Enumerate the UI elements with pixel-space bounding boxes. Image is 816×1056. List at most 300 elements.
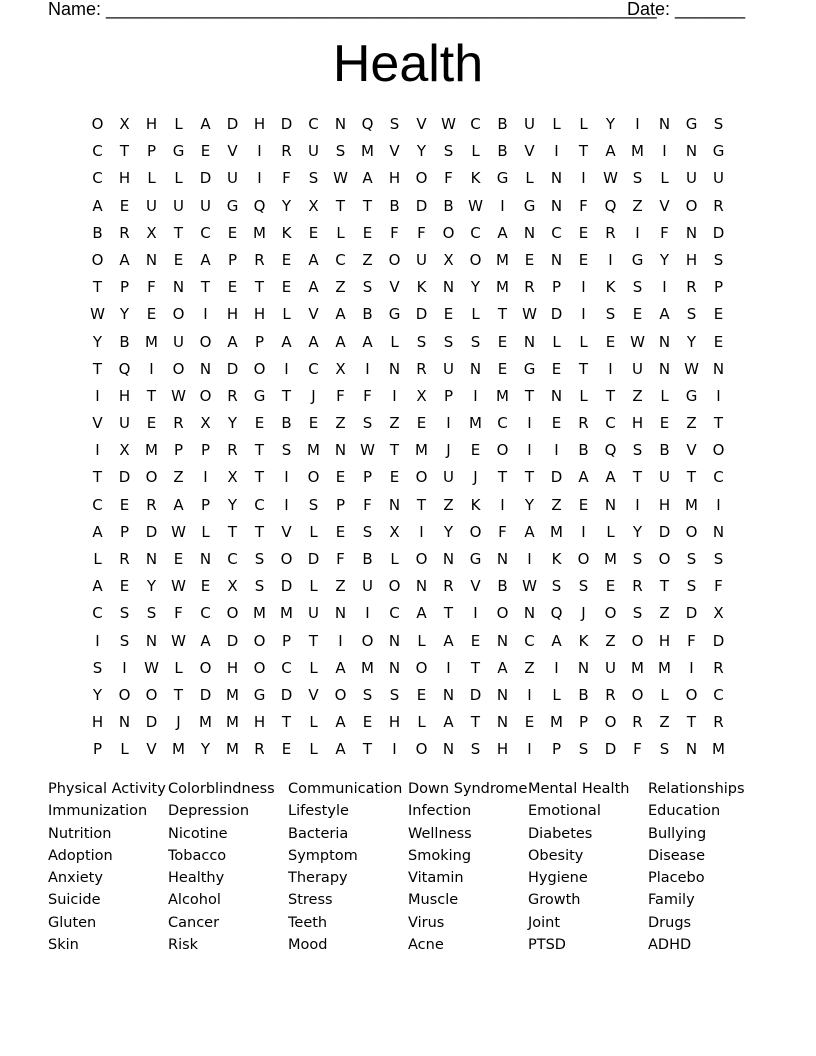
grid-letter: A bbox=[227, 332, 238, 351]
grid-letter: I bbox=[284, 468, 289, 487]
grid-letter: A bbox=[362, 332, 373, 351]
grid-letter: N bbox=[550, 386, 563, 405]
grid-letter: B bbox=[362, 550, 373, 568]
grid-letter: L bbox=[174, 169, 183, 188]
grid-letter: E bbox=[146, 305, 157, 324]
grid-letter: I bbox=[284, 359, 289, 378]
grid-letter: H bbox=[91, 713, 104, 732]
grid-letter: T bbox=[605, 386, 616, 405]
grid-letter: A bbox=[605, 468, 616, 487]
grid-letter: Y bbox=[416, 142, 427, 161]
grid-letter: N bbox=[388, 495, 401, 514]
grid-letter: L bbox=[579, 115, 588, 133]
grid-letter: E bbox=[200, 577, 211, 596]
grid-letter: X bbox=[713, 604, 724, 623]
grid-letter: W bbox=[522, 577, 537, 596]
word-list-item: Therapy bbox=[288, 870, 348, 887]
grid-letter: S bbox=[686, 550, 697, 568]
grid-letter: V bbox=[146, 740, 157, 759]
grid-letter: N bbox=[577, 658, 590, 677]
grid-letter: P bbox=[578, 713, 589, 732]
grid-letter: L bbox=[390, 550, 399, 568]
grid-letter: T bbox=[227, 522, 238, 541]
grid-letter: E bbox=[443, 305, 454, 324]
grid-letter: S bbox=[443, 332, 454, 351]
grid-letter: P bbox=[713, 278, 724, 297]
grid-letter: F bbox=[444, 169, 453, 188]
grid-letter: I bbox=[581, 169, 586, 188]
grid-letter: Y bbox=[524, 495, 535, 514]
grid-letter: M bbox=[631, 658, 644, 677]
grid-letter: I bbox=[662, 142, 667, 161]
grid-letter: E bbox=[416, 685, 427, 704]
grid-letter: E bbox=[578, 495, 589, 514]
grid-letter: A bbox=[281, 332, 292, 351]
word-list-item: Cancer bbox=[168, 914, 220, 931]
grid-letter: P bbox=[362, 468, 373, 487]
grid-letter: O bbox=[685, 685, 698, 704]
grid-letter: I bbox=[581, 278, 586, 297]
grid-letter: G bbox=[172, 142, 185, 161]
grid-letter: M bbox=[280, 604, 293, 623]
grid-letter: R bbox=[686, 278, 697, 297]
grid-letter: O bbox=[415, 658, 428, 677]
grid-letter: O bbox=[388, 250, 401, 269]
grid-letter: O bbox=[712, 441, 725, 460]
grid-letter: C bbox=[200, 604, 211, 623]
grid-letter: R bbox=[119, 550, 130, 568]
grid-letter: L bbox=[552, 685, 561, 704]
grid-letter: T bbox=[632, 468, 643, 487]
grid-letter: E bbox=[200, 142, 211, 161]
word-list-item: Depression bbox=[168, 803, 250, 820]
grid-letter: H bbox=[226, 305, 239, 324]
grid-letter: A bbox=[308, 332, 319, 351]
grid-letter: N bbox=[388, 359, 401, 378]
grid-letter: O bbox=[685, 522, 698, 541]
grid-letter: S bbox=[686, 577, 697, 596]
grid-letter: P bbox=[443, 386, 454, 405]
grid-letter: S bbox=[362, 414, 373, 433]
grid-letter: K bbox=[578, 631, 589, 650]
grid-letter: I bbox=[554, 441, 559, 460]
grid-letter: N bbox=[712, 359, 725, 378]
grid-letter: D bbox=[226, 359, 239, 378]
grid-letter: X bbox=[119, 115, 130, 133]
grid-letter: U bbox=[146, 196, 157, 215]
grid-letter: C bbox=[200, 223, 211, 242]
word-list-item: Muscle bbox=[408, 892, 459, 909]
grid-letter: C bbox=[713, 685, 724, 704]
grid-letter: M bbox=[199, 713, 212, 732]
grid-letter: U bbox=[119, 414, 130, 433]
grid-letter: E bbox=[551, 414, 562, 433]
grid-letter: G bbox=[388, 305, 401, 324]
grid-letter: T bbox=[281, 386, 292, 405]
grid-letter: C bbox=[254, 495, 265, 514]
grid-letter: F bbox=[714, 577, 723, 596]
grid-letter: W bbox=[333, 169, 348, 188]
grid-letter: A bbox=[497, 223, 508, 242]
grid-letter: E bbox=[470, 631, 481, 650]
grid-letter: W bbox=[171, 631, 186, 650]
grid-letter: S bbox=[713, 115, 724, 133]
grid-letter: E bbox=[416, 414, 427, 433]
grid-letter: N bbox=[334, 604, 347, 623]
grid-letter: F bbox=[417, 223, 426, 242]
grid-letter: T bbox=[92, 278, 103, 297]
grid-letter: Z bbox=[686, 414, 697, 433]
grid-letter: H bbox=[145, 115, 158, 133]
grid-letter: E bbox=[389, 468, 400, 487]
grid-letter: S bbox=[362, 278, 373, 297]
grid-letter: O bbox=[226, 604, 239, 623]
grid-letter: M bbox=[631, 142, 644, 161]
grid-letter: N bbox=[550, 250, 563, 269]
grid-letter: H bbox=[658, 631, 671, 650]
word-list-item: Mood bbox=[288, 937, 328, 954]
grid-letter: N bbox=[442, 740, 455, 759]
word-list-item: Bullying bbox=[648, 825, 707, 842]
grid-letter: T bbox=[308, 631, 319, 650]
word-list-item: Disease bbox=[648, 847, 706, 864]
grid-letter: T bbox=[173, 223, 184, 242]
grid-letter: I bbox=[95, 386, 100, 405]
grid-letter: G bbox=[712, 142, 725, 161]
grid-letter: E bbox=[173, 550, 184, 568]
grid-letter: M bbox=[415, 441, 428, 460]
grid-letter: S bbox=[551, 577, 562, 596]
grid-letter: O bbox=[199, 658, 212, 677]
grid-letter: G bbox=[685, 386, 698, 405]
grid-letter: E bbox=[497, 359, 508, 378]
grid-letter: M bbox=[226, 713, 239, 732]
grid-letter: S bbox=[470, 740, 481, 759]
grid-letter: M bbox=[253, 604, 266, 623]
grid-letter: O bbox=[685, 196, 698, 215]
grid-letter: P bbox=[551, 278, 562, 297]
grid-letter: R bbox=[443, 577, 454, 596]
grid-letter: O bbox=[415, 468, 428, 487]
grid-letter: A bbox=[551, 631, 562, 650]
grid-letter: C bbox=[551, 223, 562, 242]
grid-letter: R bbox=[632, 577, 643, 596]
word-list-item: Hygiene bbox=[528, 870, 588, 887]
word-list-item: Bacteria bbox=[288, 825, 349, 842]
grid-letter: O bbox=[145, 685, 158, 704]
grid-letter: A bbox=[497, 658, 508, 677]
grid-letter: Z bbox=[551, 495, 562, 514]
grid-letter: B bbox=[389, 196, 400, 215]
grid-letter: N bbox=[145, 250, 158, 269]
grid-letter: K bbox=[551, 550, 562, 568]
grid-letter: L bbox=[93, 550, 102, 568]
word-list-item: Emotional bbox=[528, 803, 601, 820]
grid-letter: D bbox=[604, 740, 617, 759]
grid-letter: M bbox=[604, 550, 617, 568]
grid-letter: L bbox=[660, 386, 669, 405]
grid-letter: T bbox=[659, 577, 670, 596]
grid-letter: V bbox=[92, 414, 103, 433]
grid-letter: Q bbox=[604, 196, 617, 215]
grid-letter: B bbox=[92, 223, 103, 242]
grid-letter: Q bbox=[361, 115, 374, 133]
grid-letter: U bbox=[443, 359, 454, 378]
grid-letter: F bbox=[498, 522, 507, 541]
grid-letter: Y bbox=[200, 740, 211, 759]
grid-letter: E bbox=[227, 223, 238, 242]
grid-letter: E bbox=[362, 223, 373, 242]
grid-letter: T bbox=[200, 278, 211, 297]
grid-letter: L bbox=[282, 305, 291, 324]
grid-letter: L bbox=[336, 223, 345, 242]
grid-letter: M bbox=[550, 713, 563, 732]
grid-letter: E bbox=[605, 577, 616, 596]
grid-letter: S bbox=[308, 169, 319, 188]
grid-letter: K bbox=[605, 278, 616, 297]
grid-letter: D bbox=[118, 468, 131, 487]
grid-letter: L bbox=[660, 169, 669, 188]
grid-letter: W bbox=[360, 441, 375, 460]
word-list-item: Teeth bbox=[288, 914, 328, 931]
grid-letter: F bbox=[174, 604, 183, 623]
grid-letter: Y bbox=[443, 522, 454, 541]
grid-letter: N bbox=[496, 550, 509, 568]
grid-letter: I bbox=[635, 495, 640, 514]
grid-letter: Z bbox=[443, 495, 454, 514]
grid-letter: L bbox=[471, 305, 480, 324]
grid-letter: C bbox=[389, 604, 400, 623]
grid-letter: I bbox=[635, 115, 640, 133]
grid-letter: M bbox=[712, 740, 725, 759]
name-field-label: Name: _______________________________________________________ bbox=[48, 0, 657, 19]
grid-letter: E bbox=[659, 414, 670, 433]
grid-letter: A bbox=[92, 522, 103, 541]
grid-letter: X bbox=[389, 522, 400, 541]
grid-letter: R bbox=[713, 196, 724, 215]
word-list-item: Colorblindness bbox=[168, 781, 275, 797]
grid-letter: A bbox=[443, 713, 454, 732]
grid-letter: I bbox=[419, 522, 424, 541]
grid-letter: D bbox=[712, 631, 725, 650]
grid-letter: W bbox=[684, 359, 699, 378]
grid-letter: J bbox=[581, 604, 586, 623]
word-list-item: Virus bbox=[408, 914, 445, 931]
word-list-item: Suicide bbox=[48, 892, 101, 909]
grid-letter: C bbox=[713, 468, 724, 487]
grid-letter: R bbox=[119, 223, 130, 242]
grid-letter: T bbox=[497, 468, 508, 487]
grid-letter: T bbox=[362, 196, 373, 215]
grid-letter: N bbox=[199, 359, 212, 378]
grid-letter: E bbox=[173, 250, 184, 269]
grid-letter: I bbox=[554, 142, 559, 161]
grid-letter: R bbox=[713, 658, 724, 677]
grid-letter: N bbox=[604, 495, 617, 514]
grid-letter: P bbox=[119, 522, 130, 541]
grid-letter: I bbox=[392, 740, 397, 759]
grid-letter: S bbox=[605, 305, 616, 324]
grid-letter: L bbox=[309, 740, 318, 759]
grid-letter: E bbox=[119, 495, 130, 514]
grid-letter: B bbox=[281, 414, 292, 433]
grid-letter: I bbox=[527, 685, 532, 704]
grid-letter: I bbox=[257, 142, 262, 161]
grid-letter: V bbox=[227, 142, 238, 161]
grid-letter: X bbox=[227, 577, 238, 596]
grid-letter: H bbox=[496, 740, 509, 759]
grid-letter: U bbox=[362, 577, 373, 596]
grid-letter: X bbox=[200, 414, 211, 433]
word-list-item: Smoking bbox=[408, 847, 472, 864]
grid-letter: M bbox=[145, 332, 158, 351]
grid-letter: S bbox=[119, 631, 130, 650]
grid-letter: D bbox=[145, 713, 158, 732]
grid-letter: E bbox=[524, 713, 535, 732]
grid-letter: Y bbox=[227, 414, 238, 433]
grid-letter: Y bbox=[659, 250, 670, 269]
grid-letter: F bbox=[282, 169, 291, 188]
grid-letter: T bbox=[362, 740, 373, 759]
grid-letter: I bbox=[608, 359, 613, 378]
grid-letter: Y bbox=[686, 332, 697, 351]
grid-letter: M bbox=[658, 658, 671, 677]
word-list-item: Education bbox=[648, 803, 721, 820]
word-list-item: Physical Activity bbox=[48, 781, 166, 797]
grid-letter: L bbox=[552, 332, 561, 351]
grid-letter: G bbox=[226, 196, 239, 215]
grid-letter: D bbox=[280, 115, 293, 133]
word-list-item: Immunization bbox=[48, 803, 148, 820]
grid-letter: D bbox=[226, 631, 239, 650]
word-list-item: Drugs bbox=[648, 914, 692, 931]
word-list-item: Growth bbox=[528, 892, 581, 909]
grid-letter: S bbox=[389, 115, 400, 133]
grid-letter: M bbox=[496, 250, 509, 269]
grid-letter: B bbox=[578, 441, 589, 460]
grid-letter: K bbox=[281, 223, 292, 242]
grid-letter: X bbox=[443, 250, 454, 269]
grid-letter: H bbox=[388, 169, 401, 188]
grid-letter: W bbox=[171, 577, 186, 596]
grid-letter: M bbox=[172, 740, 185, 759]
grid-letter: E bbox=[578, 223, 589, 242]
grid-letter: R bbox=[173, 414, 184, 433]
grid-letter: M bbox=[145, 441, 158, 460]
grid-letter: O bbox=[388, 577, 401, 596]
grid-letter: G bbox=[253, 685, 266, 704]
grid-letter: L bbox=[174, 115, 183, 133]
word-list-item: Family bbox=[648, 892, 695, 909]
grid-letter: T bbox=[686, 468, 697, 487]
grid-letter: O bbox=[334, 685, 347, 704]
grid-letter: R bbox=[524, 278, 535, 297]
word-list-item: Nutrition bbox=[48, 825, 112, 842]
grid-letter: S bbox=[308, 495, 319, 514]
grid-letter: A bbox=[416, 604, 427, 623]
grid-letter: I bbox=[392, 386, 397, 405]
grid-letter: D bbox=[307, 550, 320, 568]
grid-letter: Y bbox=[632, 522, 643, 541]
grid-letter: X bbox=[227, 468, 238, 487]
grid-letter: O bbox=[361, 631, 374, 650]
grid-letter: N bbox=[658, 115, 671, 133]
grid-letter: B bbox=[119, 332, 130, 351]
grid-letter: E bbox=[146, 414, 157, 433]
grid-letter: A bbox=[578, 468, 589, 487]
grid-letter: F bbox=[633, 740, 642, 759]
word-list-item: Stress bbox=[288, 892, 333, 909]
grid-letter: O bbox=[280, 550, 293, 568]
grid-letter: S bbox=[389, 685, 400, 704]
grid-letter: N bbox=[712, 522, 725, 541]
grid-letter: T bbox=[173, 685, 184, 704]
grid-letter: I bbox=[500, 495, 505, 514]
grid-letter: F bbox=[147, 278, 156, 297]
grid-letter: Q bbox=[118, 359, 131, 378]
grid-letter: I bbox=[473, 386, 478, 405]
grid-letter: B bbox=[497, 115, 508, 133]
grid-letter: E bbox=[335, 522, 346, 541]
grid-letter: O bbox=[415, 169, 428, 188]
grid-letter: R bbox=[227, 386, 238, 405]
grid-letter: E bbox=[578, 250, 589, 269]
grid-letter: D bbox=[550, 468, 563, 487]
grid-letter: S bbox=[659, 740, 670, 759]
grid-letter: D bbox=[199, 169, 212, 188]
grid-letter: C bbox=[470, 115, 481, 133]
grid-letter: E bbox=[632, 305, 643, 324]
grid-letter: C bbox=[605, 414, 616, 433]
word-list-item: Symptom bbox=[288, 847, 358, 864]
grid-letter: N bbox=[550, 169, 563, 188]
grid-letter: F bbox=[363, 386, 372, 405]
grid-letter: W bbox=[630, 332, 645, 351]
grid-letter: X bbox=[119, 441, 130, 460]
word-list-item: Relationships bbox=[648, 781, 745, 797]
grid-letter: I bbox=[581, 305, 586, 324]
grid-letter: P bbox=[281, 631, 292, 650]
grid-letter: A bbox=[335, 658, 346, 677]
grid-letter: T bbox=[443, 604, 454, 623]
grid-letter: O bbox=[118, 685, 131, 704]
grid-letter: M bbox=[226, 685, 239, 704]
grid-letter: L bbox=[174, 658, 183, 677]
grid-letter: U bbox=[308, 142, 319, 161]
grid-letter: P bbox=[227, 250, 238, 269]
grid-letter: Z bbox=[659, 713, 670, 732]
grid-letter: M bbox=[550, 522, 563, 541]
grid-letter: N bbox=[523, 332, 536, 351]
grid-letter: S bbox=[686, 305, 697, 324]
grid-letter: O bbox=[469, 250, 482, 269]
grid-letter: T bbox=[497, 305, 508, 324]
grid-letter: F bbox=[336, 550, 345, 568]
grid-letter: D bbox=[226, 115, 239, 133]
grid-letter: M bbox=[226, 740, 239, 759]
grid-letter: H bbox=[253, 713, 266, 732]
grid-letter: N bbox=[496, 713, 509, 732]
grid-letter: R bbox=[416, 359, 427, 378]
grid-letter: N bbox=[496, 685, 509, 704]
grid-letter: E bbox=[362, 713, 373, 732]
grid-letter: N bbox=[658, 359, 671, 378]
grid-letter: Q bbox=[253, 196, 266, 215]
grid-letter: Y bbox=[605, 115, 616, 133]
grid-letter: U bbox=[173, 196, 184, 215]
grid-letter: R bbox=[605, 223, 616, 242]
grid-letter: F bbox=[336, 386, 345, 405]
